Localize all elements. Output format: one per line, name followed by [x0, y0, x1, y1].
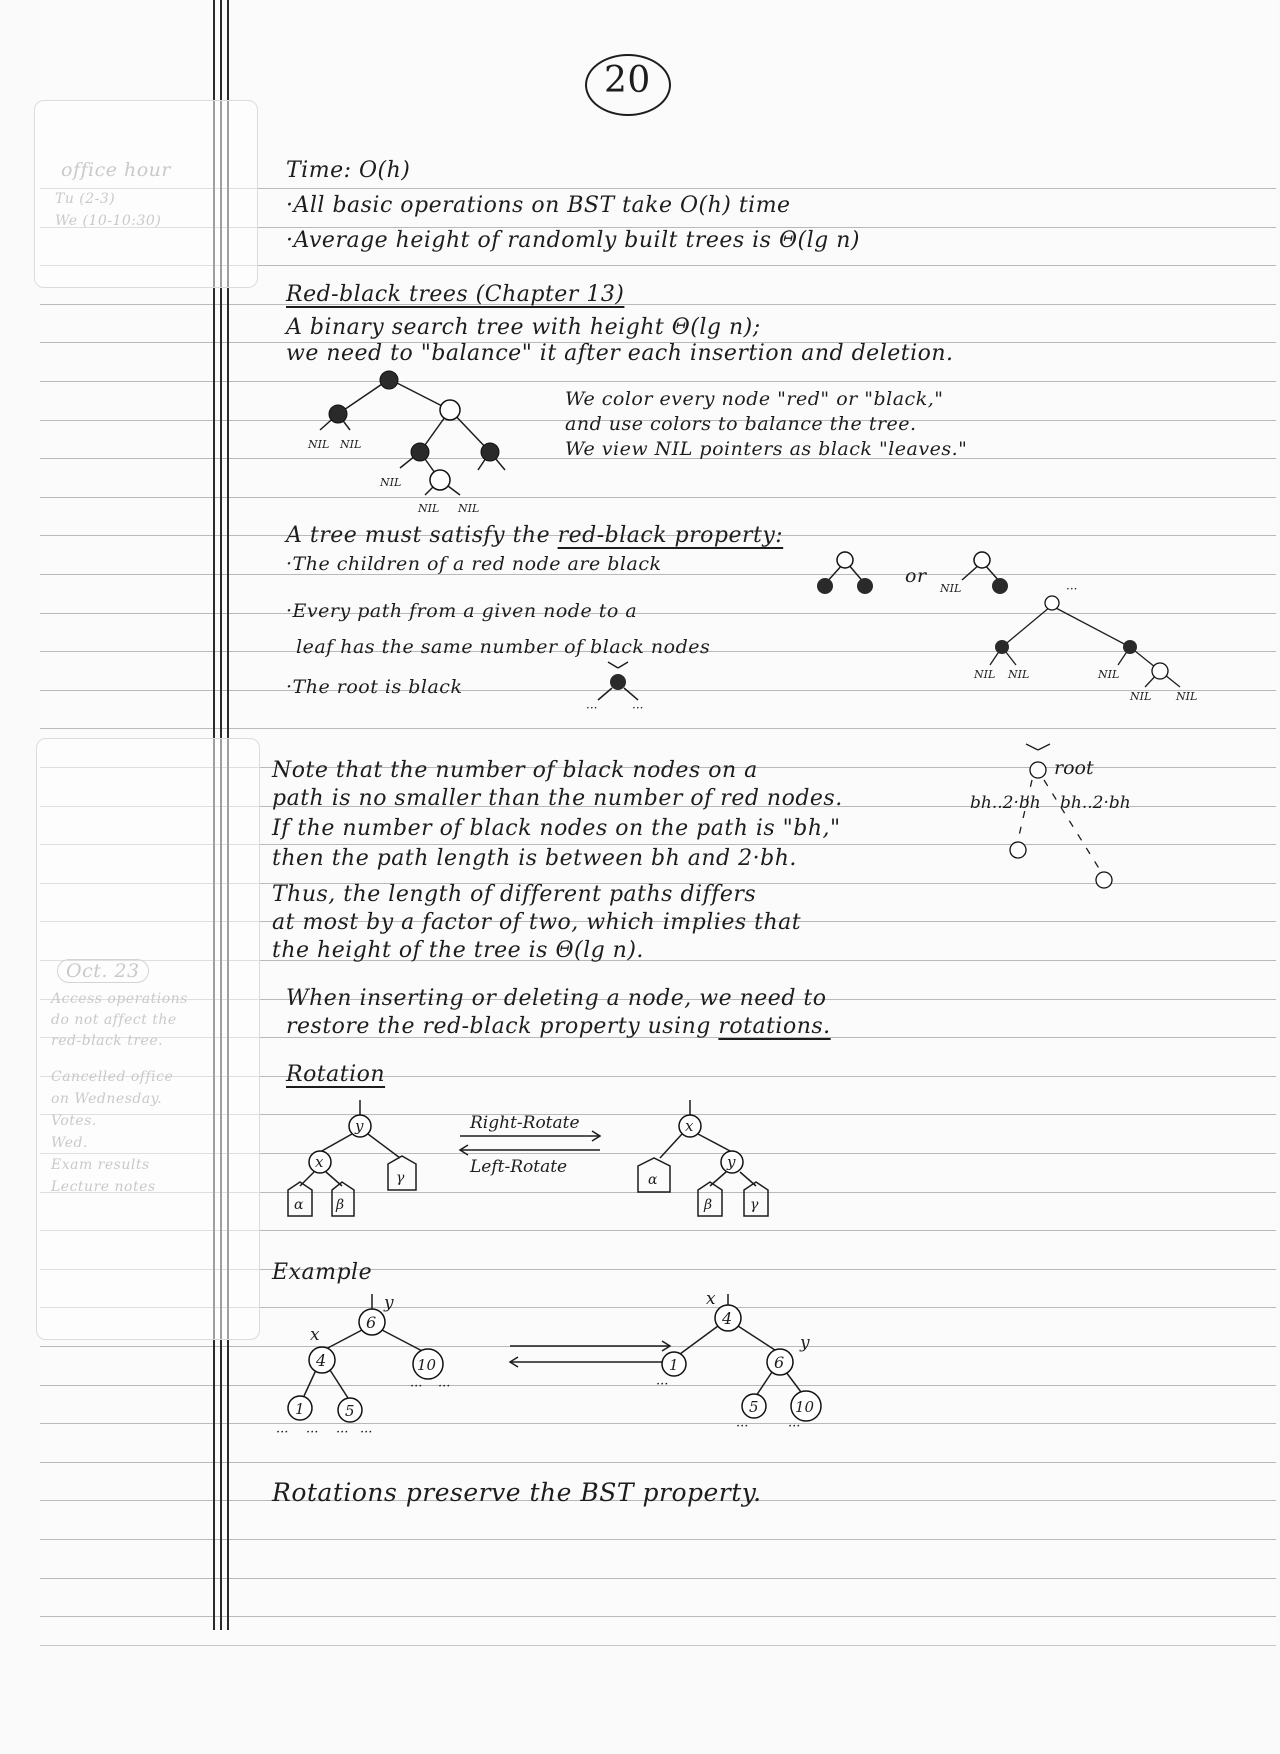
- rotation-diagram: [270, 1100, 850, 1250]
- ruled-line: [40, 304, 1276, 305]
- subtree-beta: β: [704, 1197, 713, 1213]
- margin-note-line: do not affect the: [51, 1012, 177, 1028]
- red-node-black-children: [810, 550, 880, 600]
- example-node-6: 6: [366, 1313, 377, 1332]
- example-diagram: [260, 1290, 880, 1470]
- rb-heading: Red-black trees (Chapter 13): [286, 282, 625, 307]
- example-y-label: y: [384, 1293, 394, 1313]
- insert-line-2: [286, 1014, 831, 1039]
- example-y-label: y: [800, 1333, 810, 1353]
- example-node-6: 6: [774, 1353, 785, 1372]
- example-x-label: x: [706, 1289, 716, 1309]
- ruled-line: [40, 1539, 1276, 1540]
- rb-intro-2: we need to "balance" it after each insertion and deletion.: [286, 341, 954, 366]
- margin-note-line: red-black tree.: [51, 1033, 164, 1049]
- rotation-heading: Rotation: [286, 1062, 386, 1087]
- node-x-label: x: [315, 1153, 324, 1171]
- ruled-line: [40, 1616, 1276, 1617]
- ruled-line: [40, 381, 1276, 382]
- property-heading-link: red-black property:: [557, 523, 784, 548]
- margin-note-line: Wed.: [51, 1135, 88, 1151]
- bh-range-diagram: [970, 740, 1270, 910]
- black-node: [329, 405, 347, 423]
- time-heading: Time: O(h): [286, 158, 411, 183]
- property-heading-prefix: A tree must satisfy the: [286, 523, 551, 548]
- example-node-10: 10: [795, 1398, 815, 1416]
- nil-label: NIL: [1176, 690, 1198, 703]
- margin-note-line: Cancelled office: [51, 1069, 174, 1085]
- note-line-3: If the number of black nodes on the path is "bh,": [272, 816, 841, 841]
- right-rotate-label: Right-Rotate: [470, 1113, 580, 1133]
- sticky-note-top: [34, 100, 258, 288]
- black-node: [481, 443, 499, 461]
- nil-label: NIL: [380, 476, 402, 489]
- example-node-1: 1: [669, 1356, 679, 1374]
- rb-color-2: and use colors to balance the tree.: [565, 413, 917, 435]
- margin-note-line: Lecture notes: [51, 1179, 156, 1195]
- note-line-1: Note that the number of black nodes on a: [272, 758, 758, 783]
- ruled-line: [40, 497, 1276, 498]
- insert-line-1: When inserting or deleting a node, we need to: [286, 986, 827, 1011]
- black-node: [380, 371, 398, 389]
- insert-line-2-prefix: restore the red-black property using: [286, 1014, 711, 1039]
- svg-text:···: ···: [306, 1425, 319, 1440]
- svg-text:···: ···: [438, 1379, 451, 1394]
- red-node: [430, 470, 450, 490]
- time-bullet-1: ·All basic operations on BST take O(h) time: [286, 193, 791, 218]
- nil-label: NIL: [1098, 668, 1120, 681]
- margin-note-line: office hour: [61, 159, 171, 181]
- sticky-note-bottom: [36, 738, 260, 1340]
- svg-text:···: ···: [656, 1377, 669, 1392]
- bh-range-right: bh..2·bh: [1060, 793, 1131, 813]
- subtree-alpha: α: [294, 1197, 304, 1213]
- insert-rotations-link: rotations.: [718, 1014, 831, 1039]
- rb-color-1: We color every node "red" or "black,": [565, 388, 944, 410]
- margin-note-line: Tu (2-3): [55, 191, 116, 207]
- margin-note-line: We (10-10:30): [55, 213, 162, 229]
- node-y-label: y: [355, 1117, 364, 1135]
- example-node-5: 5: [345, 1402, 355, 1420]
- subtree-gamma: γ: [396, 1170, 405, 1186]
- nil-label: NIL: [1008, 668, 1030, 681]
- rb-intro-1: A binary search tree with height Θ(lg n);: [286, 315, 761, 340]
- svg-text:···: ···: [336, 1425, 349, 1440]
- note-line-4: then the path length is between bh and 2·bh.: [272, 846, 797, 871]
- nil-label: NIL: [1130, 690, 1152, 703]
- property-bullet-2b: leaf has the same number of black nodes: [296, 636, 711, 658]
- notebook-page: [40, 0, 1276, 1646]
- property-bullet-2a: ·Every path from a given node to a: [286, 600, 638, 622]
- subtree-gamma: γ: [750, 1197, 759, 1213]
- svg-text:···: ···: [410, 1379, 423, 1394]
- bh-range-left: bh..2·bh: [970, 793, 1041, 813]
- left-rotate-label: Left-Rotate: [470, 1157, 568, 1177]
- property-bullet-1: ·The children of a red node are black: [286, 553, 662, 575]
- margin-note-line: Votes.: [51, 1113, 97, 1129]
- nil-label: NIL: [940, 582, 962, 595]
- node-y-label: y: [727, 1153, 736, 1171]
- root-label: root: [1054, 757, 1094, 779]
- example-node-5: 5: [749, 1398, 759, 1416]
- example-node-1: 1: [295, 1400, 305, 1418]
- example-heading: Example: [272, 1260, 373, 1285]
- subtree-alpha: α: [648, 1172, 658, 1188]
- svg-text:···: ···: [632, 701, 644, 715]
- nil-label: NIL: [340, 438, 362, 451]
- note-line-7: the height of the tree is Θ(lg n).: [272, 938, 644, 963]
- example-node-10: 10: [417, 1356, 437, 1374]
- conclusion: Rotations preserve the BST property.: [272, 1478, 762, 1507]
- margin-note-line: Access operations: [51, 991, 188, 1007]
- svg-text:···: ···: [276, 1425, 289, 1440]
- rb-tree-diagram: [300, 370, 560, 520]
- nil-label: NIL: [418, 502, 440, 515]
- page-number: 20: [604, 60, 651, 101]
- svg-text:···: ···: [788, 1419, 801, 1434]
- rb-color-3: We view NIL pointers as black "leaves.": [565, 438, 968, 460]
- note-line-2: path is no smaller than the number of red nodes.: [272, 786, 843, 811]
- nil-label: NIL: [458, 502, 480, 515]
- nil-label: NIL: [974, 668, 996, 681]
- example-node-4: 4: [316, 1351, 327, 1370]
- ruled-line: [40, 728, 1276, 729]
- note-line-6: at most by a factor of two, which implies that: [272, 910, 802, 935]
- example-x-label: x: [310, 1325, 320, 1345]
- nil-label: NIL: [308, 438, 330, 451]
- svg-text:···: ···: [1066, 582, 1078, 596]
- note-line-5: Thus, the length of different paths differs: [272, 882, 757, 907]
- property-bullet-3: ·The root is black: [286, 676, 463, 698]
- subtree-beta: β: [336, 1197, 345, 1213]
- svg-text:···: ···: [586, 701, 598, 715]
- ruled-line: [40, 1578, 1276, 1579]
- svg-text:···: ···: [736, 1419, 749, 1434]
- margin-note-line: on Wednesday.: [51, 1091, 163, 1107]
- svg-text:···: ···: [360, 1425, 373, 1440]
- property-heading: [286, 523, 783, 548]
- time-bullet-2: ·Average height of randomly built trees is Θ(lg n): [286, 228, 860, 253]
- or-label: or: [905, 565, 927, 587]
- node-x-label: x: [685, 1117, 694, 1135]
- black-node: [411, 443, 429, 461]
- margin-note-date: Oct. 23: [57, 959, 149, 983]
- margin-note-line: Exam results: [51, 1157, 150, 1173]
- example-node-4: 4: [722, 1309, 733, 1328]
- bh-path-tree-diagram: [974, 582, 1280, 705]
- black-root-diagram: [580, 660, 670, 715]
- red-node: [440, 400, 460, 420]
